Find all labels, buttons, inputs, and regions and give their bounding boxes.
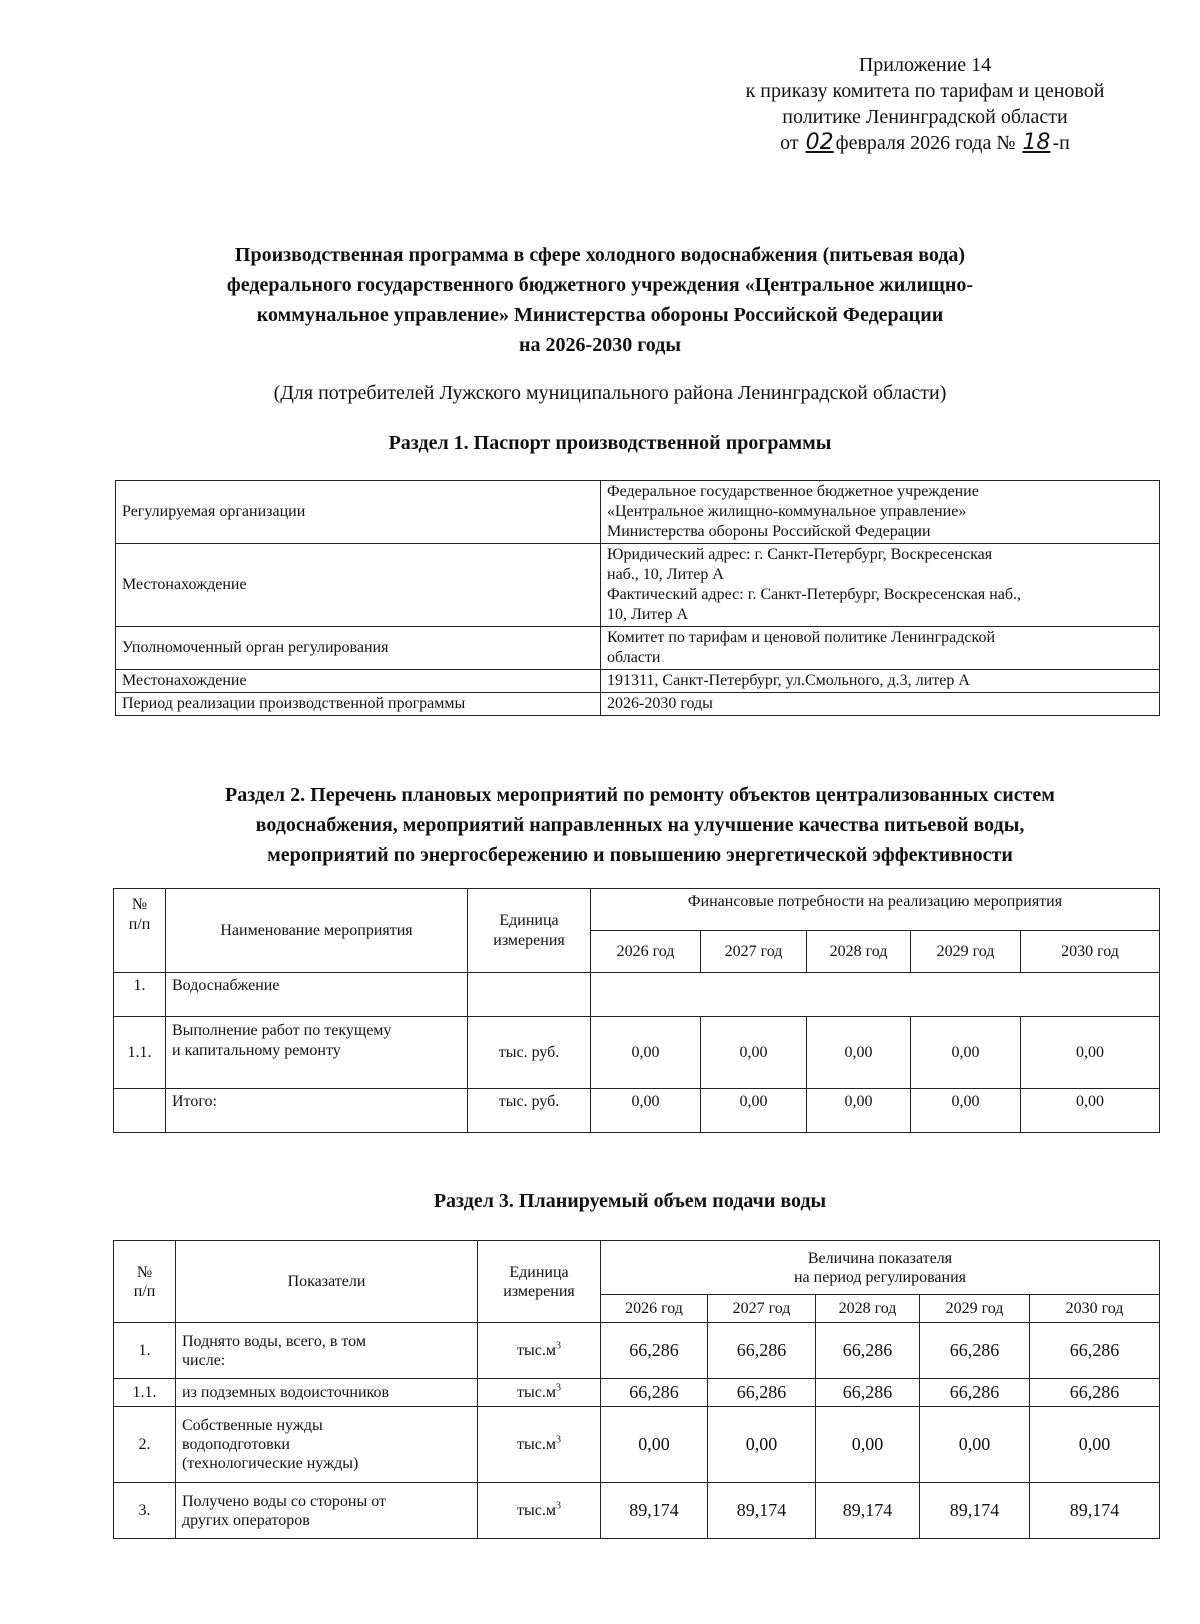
year-header: 2028 год: [816, 1295, 920, 1323]
indicator-name-line: Собственные нужды: [182, 1417, 323, 1434]
year-header: 2027 год: [708, 1295, 816, 1323]
passport-value-line: наб., 10, Литер А: [607, 566, 724, 583]
indicator-value: 0,00: [816, 1407, 920, 1483]
passport-row: [116, 627, 1160, 670]
indicator-value: 66,286: [601, 1323, 708, 1379]
handwritten-day: 02: [805, 130, 834, 155]
appendix-line-1: Приложение 14: [858, 54, 992, 76]
total-num: [114, 1089, 166, 1133]
passport-value-line: Федеральное государственное бюджетное учреждение: [607, 483, 979, 500]
measure-unit: тыс. руб.: [468, 1017, 591, 1089]
year-header: 2030 год: [1021, 931, 1160, 973]
passport-value-line: «Центральное жилищно-коммунальное управление»: [607, 503, 967, 520]
measure-name: [166, 1017, 468, 1089]
indicator-row: [114, 1379, 1160, 1407]
col-header-unit-line-1: Единица: [509, 1263, 569, 1281]
indicator-name-line: водоподготовки: [182, 1436, 290, 1453]
total-unit: тыс. руб.: [468, 1089, 591, 1133]
measure-value: 0,00: [701, 1017, 807, 1089]
measures-table: [113, 888, 1160, 1133]
passport-value-line: 191311, Санкт-Петербург, ул.Смольного, д.3, литер А: [607, 672, 970, 689]
col-header-unit-line-1: Единица: [499, 911, 559, 929]
unit-base: тыс.м: [517, 1436, 556, 1453]
passport-row: [116, 481, 1160, 544]
unit-superscript: 3: [555, 1434, 561, 1446]
measure-value: 0,00: [807, 1017, 911, 1089]
indicator-value: 89,174: [708, 1483, 816, 1539]
indicator-num: 1.: [114, 1323, 176, 1379]
passport-label: Уполномоченный орган регулирования: [116, 627, 601, 670]
passport-value: [601, 481, 1160, 544]
indicator-value: 66,286: [816, 1379, 920, 1407]
total-value: 0,00: [701, 1089, 807, 1133]
section-2-heading-line-2: водоснабжения, мероприятий направленных на улучшение качества питьевой воды,: [255, 814, 1025, 836]
indicator-num: 1.1.: [114, 1379, 176, 1407]
indicator-name-line: Получено воды со стороны от: [182, 1492, 386, 1510]
indicator-row: [114, 1323, 1160, 1379]
indicator-name: [176, 1379, 478, 1407]
year-header: 2026 год: [591, 931, 701, 973]
col-header-unit-line-2: измерения: [493, 931, 565, 949]
col-header-value-line-2: на период регулирования: [793, 1268, 966, 1286]
col-header-unit-line-2: измерения: [503, 1282, 575, 1300]
appendix-header: [700, 52, 1150, 156]
unit-superscript: 3: [555, 1500, 561, 1512]
col-header-value: [601, 1241, 1160, 1295]
indicator-unit: [478, 1483, 601, 1539]
col-header-num-line-1: №: [131, 896, 148, 913]
col-header-value-line-1: Величина показателя: [807, 1249, 953, 1267]
indicator-value: 89,174: [1030, 1483, 1160, 1539]
passport-value-line: 2026-2030 годы: [607, 695, 713, 712]
col-header-name: Наименование мероприятия: [166, 889, 468, 973]
appendix-line-3: политике Ленинградской области: [782, 106, 1068, 128]
order-suffix: -п: [1052, 132, 1070, 154]
indicator-value: 66,286: [920, 1379, 1030, 1407]
indicator-value: 89,174: [816, 1483, 920, 1539]
unit-base: тыс.м: [517, 1384, 556, 1401]
indicator-value: 0,00: [920, 1407, 1030, 1483]
group-row-num: 1.: [114, 973, 166, 1017]
date-prefix: от: [780, 132, 799, 154]
unit-base: тыс.м: [517, 1342, 556, 1359]
indicator-value: 66,286: [1030, 1379, 1160, 1407]
indicator-name-line: (технологические нужды): [182, 1455, 359, 1472]
title-line-2: федерального государственного бюджетного учреждения «Центральное жилищно-: [226, 274, 974, 296]
document-title: [130, 240, 1070, 360]
indicator-row: [114, 1407, 1160, 1483]
appendix-date-line: [700, 130, 1150, 156]
section-2-heading: [120, 780, 1160, 870]
title-line-1: Производственная программа в сфере холодного водоснабжения (питьевая вода): [234, 244, 966, 266]
group-row-unit: [468, 973, 591, 1017]
indicator-value: 66,286: [816, 1323, 920, 1379]
appendix-line-2: к приказу комитета по тарифам и ценовой: [745, 80, 1105, 102]
indicator-name: [176, 1483, 478, 1539]
passport-table: [115, 480, 1160, 716]
year-header: 2030 год: [1030, 1295, 1160, 1323]
passport-label: Период реализации производственной программы: [116, 693, 601, 716]
section-3-heading: Раздел 3. Планируемый объем подачи воды: [433, 1190, 827, 1212]
col-header-num: [114, 1241, 176, 1323]
indicator-value: 0,00: [1030, 1407, 1160, 1483]
indicator-value: 66,286: [601, 1379, 708, 1407]
section-1-heading: Раздел 1. Паспорт производственной программы: [388, 432, 832, 454]
passport-row: [116, 693, 1160, 716]
year-header: 2028 год: [807, 931, 911, 973]
col-header-financial: Финансовые потребности на реализацию мероприятия: [591, 889, 1160, 931]
measure-name-line-2: и капитальному ремонту: [172, 1042, 341, 1059]
col-header-unit: [468, 889, 591, 973]
indicator-name: [176, 1323, 478, 1379]
year-header: 2029 год: [920, 1295, 1030, 1323]
indicator-value: 0,00: [708, 1407, 816, 1483]
measure-value: 0,00: [591, 1017, 701, 1089]
water-supply-table: [113, 1240, 1160, 1539]
indicator-name: [176, 1407, 478, 1483]
passport-value: [601, 627, 1160, 670]
passport-value: [601, 693, 1160, 716]
measure-num: 1.1.: [114, 1017, 166, 1089]
indicator-name-line: других операторов: [182, 1511, 310, 1529]
title-line-3: коммунальное управление» Министерства обороны Российской Федерации: [256, 304, 944, 326]
indicator-value: 66,286: [920, 1323, 1030, 1379]
indicator-row: [114, 1483, 1160, 1539]
total-row: [114, 1089, 1160, 1133]
unit-base: тыс.м: [517, 1502, 556, 1519]
indicator-value: 89,174: [920, 1483, 1030, 1539]
total-value: 0,00: [591, 1089, 701, 1133]
indicator-unit: [478, 1379, 601, 1407]
passport-value-line: Фактический адрес: г. Санкт-Петербург, Воскресенская наб.,: [607, 586, 1022, 603]
total-value: 0,00: [911, 1089, 1021, 1133]
measure-value: 0,00: [1021, 1017, 1160, 1089]
indicator-value: 66,286: [708, 1379, 816, 1407]
measure-name-line-1: Выполнение работ по текущему: [172, 1022, 392, 1039]
passport-label: Местонахождение: [116, 544, 601, 627]
indicator-num: 2.: [114, 1407, 176, 1483]
year-header: 2029 год: [911, 931, 1021, 973]
group-row-values: [591, 973, 1160, 1017]
col-header-num: [114, 889, 166, 973]
passport-value: [601, 670, 1160, 693]
passport-row: [116, 670, 1160, 693]
col-header-unit: [478, 1241, 601, 1323]
col-header-num-line-2: п/п: [128, 916, 151, 933]
indicator-value: 0,00: [601, 1407, 708, 1483]
group-row-name: Водоснабжение: [166, 973, 468, 1017]
document-subtitle: (Для потребителей Лужского муниципального района Ленинградской области): [273, 382, 947, 404]
passport-value-line: 10, Литер А: [607, 606, 689, 623]
handwritten-order-number: 18: [1022, 130, 1051, 155]
date-middle: февраля 2026 года №: [835, 132, 1016, 154]
col-header-indicators: Показатели: [176, 1241, 478, 1323]
col-header-num-line-1: №: [136, 1263, 153, 1281]
total-value: 0,00: [807, 1089, 911, 1133]
total-label: Итого:: [166, 1089, 468, 1133]
passport-value-line: Юридический адрес: г. Санкт-Петербург, Воскресенская: [607, 546, 993, 563]
year-header: 2026 год: [601, 1295, 708, 1323]
indicator-name-line: числе:: [182, 1351, 226, 1369]
indicator-value: 89,174: [601, 1483, 708, 1539]
measure-value: 0,00: [911, 1017, 1021, 1089]
indicator-value: 66,286: [1030, 1323, 1160, 1379]
passport-value-line: Комитет по тарифам и ценовой политике Ленинградской: [607, 629, 996, 646]
section-2-heading-line-3: мероприятий по энергосбережению и повышению энергетической эффективности: [267, 844, 1013, 866]
unit-superscript: 3: [555, 1382, 561, 1394]
year-header: 2027 год: [701, 931, 807, 973]
indicator-unit: [478, 1323, 601, 1379]
passport-label: Регулируемая организации: [116, 481, 601, 544]
passport-value-line: Министерства обороны Российской Федерации: [607, 523, 931, 540]
indicator-unit: [478, 1407, 601, 1483]
passport-label: Местонахождение: [116, 670, 601, 693]
col-header-num-line-2: п/п: [133, 1282, 156, 1300]
passport-value-line: области: [607, 649, 661, 666]
indicator-value: 66,286: [708, 1323, 816, 1379]
unit-superscript: 3: [555, 1340, 561, 1352]
measure-row: [114, 1017, 1160, 1089]
total-value: 0,00: [1021, 1089, 1160, 1133]
passport-value: [601, 544, 1160, 627]
passport-row: [116, 544, 1160, 627]
title-line-4: на 2026-2030 годы: [519, 334, 681, 356]
section-2-heading-line-1: Раздел 2. Перечень плановых мероприятий по ремонту объектов централизованных систем: [225, 784, 1055, 806]
indicator-num: 3.: [114, 1483, 176, 1539]
indicator-name-line: из подземных водоисточников: [182, 1384, 390, 1401]
indicator-name-line: Поднято воды, всего, в том: [182, 1332, 366, 1350]
